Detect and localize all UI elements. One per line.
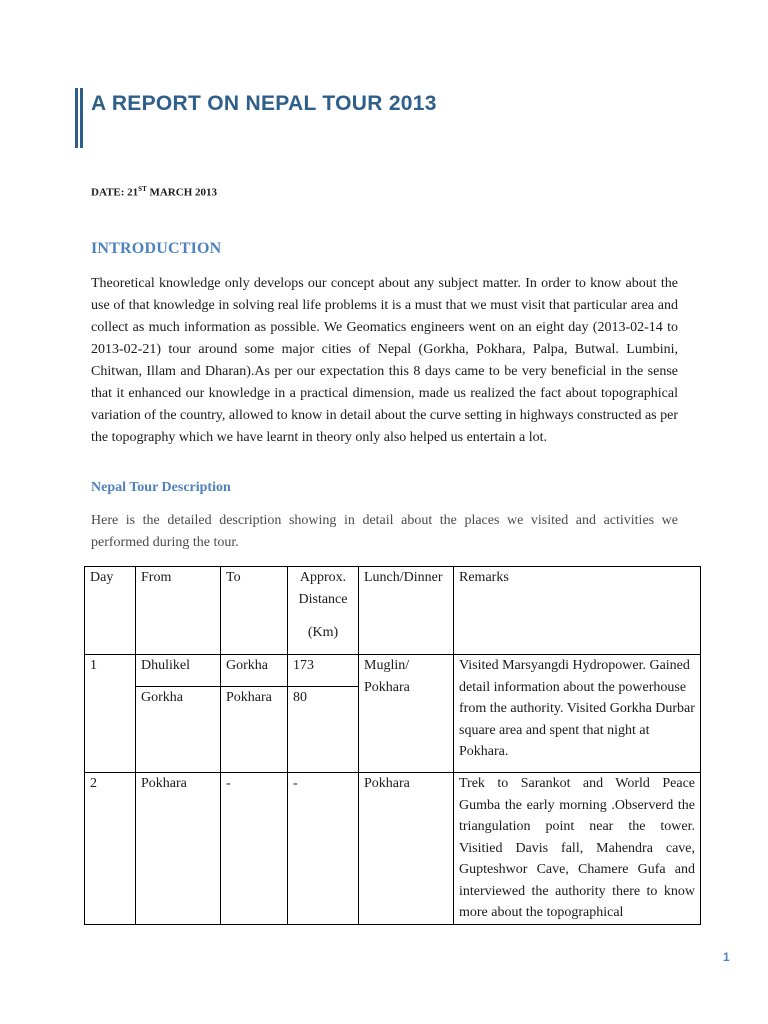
header-lunch: Lunch/Dinner [359, 567, 454, 655]
header-distance: Approx. Distance (Km) [288, 567, 359, 655]
row-from: Pokhara [136, 773, 221, 925]
row-remarks: Visited Marsyangdi Hydropower. Gained detail information about the powerhouse from the authority. Visited Gorkha Durbar square area and spent that night at Pokhara. [454, 655, 701, 773]
table-header-row [85, 567, 701, 655]
introduction-paragraph: Theoretical knowledge only develops our concept about any subject matter. In order to know about the use of that knowledge in solving real life problems it is a must that we must visit that particular area and collect as much information as possible. We Geomatics engineers went on an eight day (2013-02-14 to 2013-02-21) tour around some major cities of Nepal (Gorkha, Pokhara, Palpa, Butwal. Lumbini, Chitwan, Illam and Dharan).As per our expectation this 8 days came to be very beneficial in the sense that it enhanced our knowledge in a practical dimension, made us realized the fact about topographical variation of the country, allowed to know in detail about the curve setting in highways constructed as per the topography which we have learnt in theory only also helped us entertain a lot. [91, 276, 678, 445]
header-to: To [221, 567, 288, 655]
table-row [85, 773, 701, 925]
date-rest: MARCH 2013 [146, 186, 218, 199]
table-row [85, 655, 701, 773]
header-remarks: Remarks [454, 567, 701, 655]
header-from: From [136, 567, 221, 655]
date-label: DATE: 21 [91, 186, 139, 199]
header-day: Day [85, 567, 136, 655]
row-distance: - [288, 773, 359, 925]
row-to: Gorkha Pokhara [221, 655, 288, 773]
row-day: 2 [85, 773, 136, 925]
header-distance-unit: (Km) [307, 625, 339, 640]
report-title: A REPORT ON NEPAL TOUR 2013 [91, 92, 437, 115]
row-lunch: Pokhara [359, 773, 454, 925]
report-date [91, 185, 217, 199]
row-day: 1 [85, 655, 136, 773]
row-remarks: Trek to Sarankot and World Peace Gumba the early morning .Observerd the triangulation point near the tower. Visitied Davis fall, Mahendra cave, Gupteshwor Cave, Chamere Gufa and interviewed the authority there to know more about the topographical [454, 773, 701, 925]
tour-description-heading: Nepal Tour Description [91, 480, 231, 495]
page-number: 1 [723, 950, 730, 964]
date-superscript: ST [138, 185, 147, 193]
title-accent-bars [75, 88, 85, 148]
tour-table [84, 566, 701, 925]
row-distance: 173 80 [288, 655, 359, 773]
introduction-heading: INTRODUCTION [91, 240, 222, 257]
row-lunch: Muglin/ Pokhara [359, 655, 454, 773]
row-from: Dhulikel Gorkha [136, 655, 221, 773]
row-to: - [221, 773, 288, 925]
tour-description-paragraph: Here is the detailed description showing in detail about the places we visited and activities we performed during the tour. [91, 513, 678, 550]
